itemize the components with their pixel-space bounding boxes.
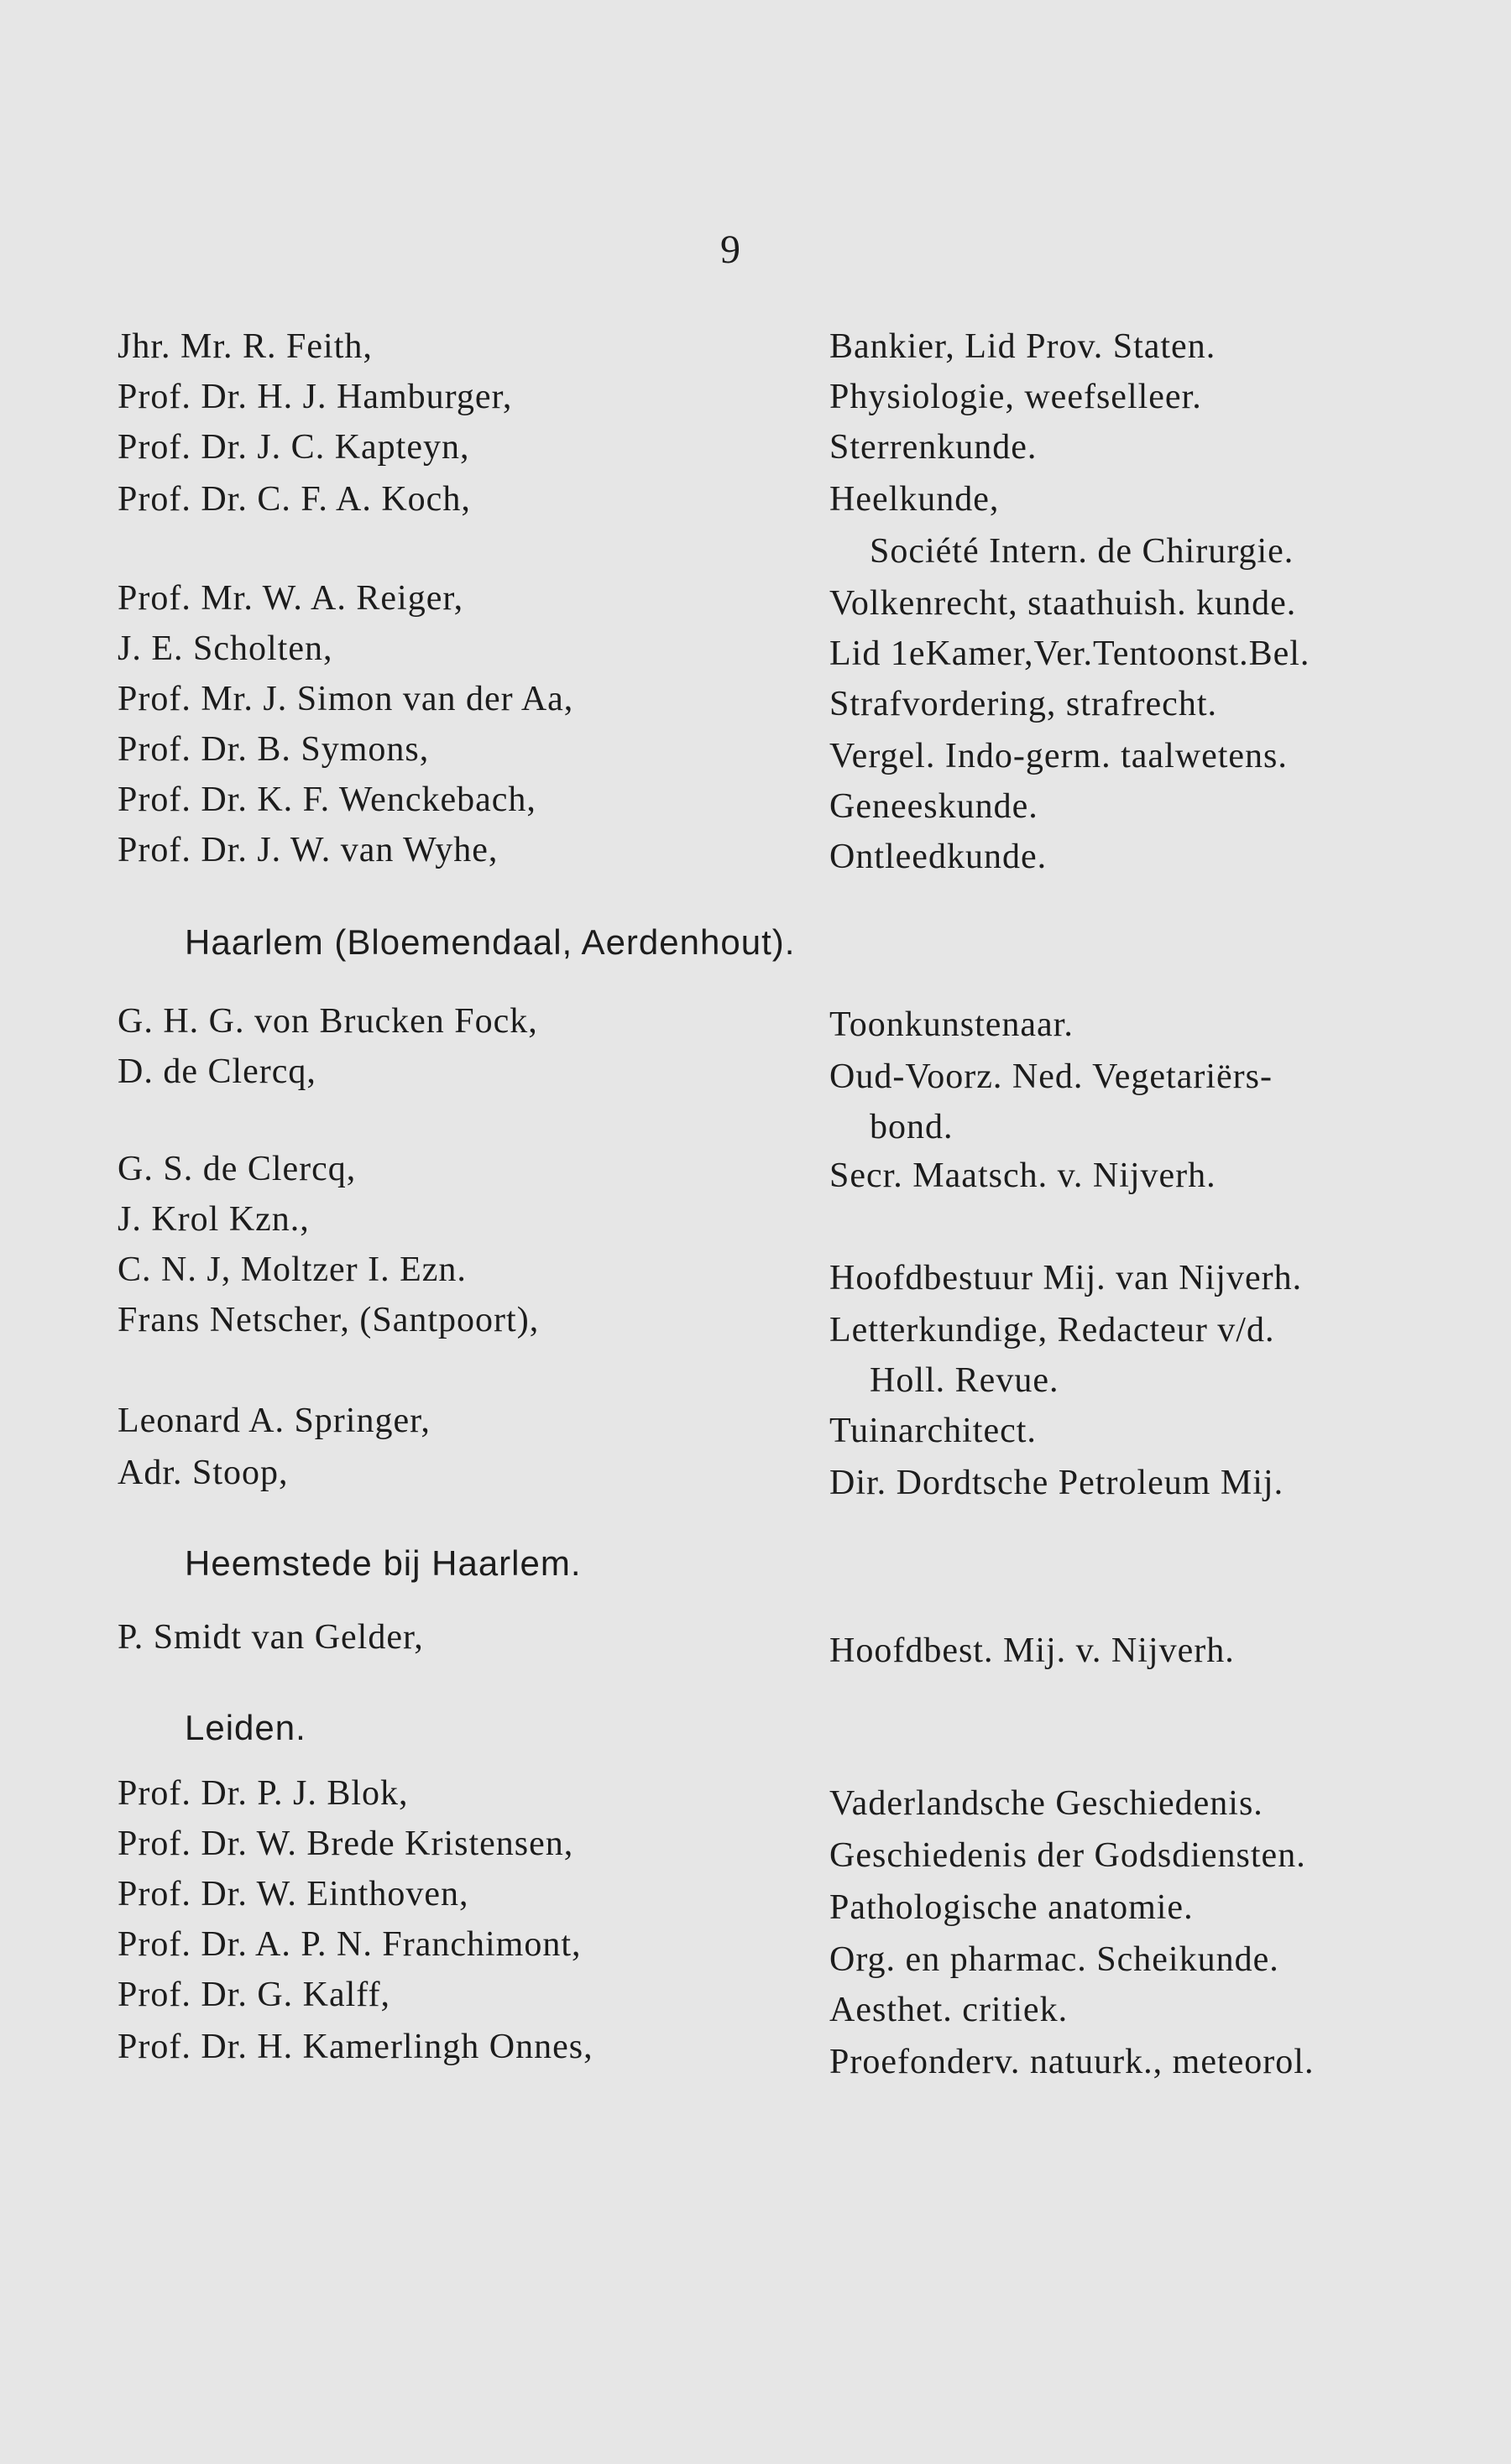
entry-name: J. E. Scholten, [118, 629, 333, 668]
entry-occupation: Vaderlandsche Geschiedenis. [829, 1784, 1263, 1823]
entry-name: Prof. Dr. G. Kalff, [118, 1976, 391, 2014]
entry-name: Frans Netscher, (Santpoort), [118, 1301, 540, 1339]
entry-occupation: Toonkunstenaar. [829, 1005, 1074, 1044]
entry-name: Prof. Dr. W. Brede Kristensen, [118, 1825, 574, 1863]
entry-name: Prof. Dr. B. Symons, [118, 730, 430, 769]
entry-name: D. de Clercq, [118, 1052, 316, 1091]
entry-occupation: Dir. Dordtsche Petroleum Mij. [829, 1464, 1284, 1502]
entry-name: Prof. Dr. A. P. N. Franchimont, [118, 1925, 582, 1964]
entry-occupation: Secr. Maatsch. v. Nijverh. [829, 1156, 1216, 1195]
entry-occupation: Org. en pharmac. Scheikunde. [829, 1940, 1279, 1979]
entry-name: Prof. Dr. J. W. van Wyhe, [118, 831, 499, 869]
entry-name: Prof. Dr. H. Kamerlingh Onnes, [118, 2028, 593, 2066]
entry-occupation: Hoofdbest. Mij. v. Nijverh. [829, 1631, 1235, 1670]
entry-occupation: Letterkundige, Redacteur v/d. [829, 1311, 1275, 1349]
entry-name: Prof. Dr. J. C. Kapteyn, [118, 428, 470, 467]
entry-occupation: Tuinarchitect. [829, 1412, 1037, 1450]
entry-occupation: Sterrenkunde. [829, 428, 1038, 467]
entry-occupation: Heelkunde, [829, 480, 1000, 519]
entry-name: Leonard A. Springer, [118, 1402, 431, 1440]
entry-name: Jhr. Mr. R. Feith, [118, 327, 373, 366]
entry-occupation: Strafvordering, strafrecht. [829, 685, 1217, 723]
entry-occupation: Physiologie, weefselleer. [829, 378, 1202, 416]
entry-name: G. S. de Clercq, [118, 1150, 357, 1188]
entry-name: J. Krol Kzn., [118, 1200, 310, 1239]
section-heading: Heemstede bij Haarlem. [185, 1543, 582, 1583]
entry-occupation: Bankier, Lid Prov. Staten. [829, 327, 1216, 366]
entry-occupation: Lid 1eKamer,Ver.Tentoonst.Bel. [829, 634, 1310, 673]
entry-occupation: Aesthet. critiek. [829, 1991, 1069, 2029]
entry-name: C. N. J, Moltzer I. Ezn. [118, 1250, 467, 1289]
entry-name: Prof. Dr. C. F. A. Koch, [118, 480, 471, 519]
entry-occupation: Proefonderv. natuurk., meteorol. [829, 2043, 1315, 2081]
entry-occupation-continued: Société Intern. de Chirurgie. [870, 532, 1294, 571]
entry-occupation-continued: Holl. Revue. [870, 1361, 1059, 1400]
entry-name: Prof. Dr. W. Einthoven, [118, 1875, 469, 1913]
section-heading: Leiden. [185, 1708, 306, 1747]
entry-occupation: Pathologische anatomie. [829, 1888, 1194, 1927]
entry-occupation: Ontleedkunde. [829, 838, 1048, 876]
entry-name: Prof. Dr. H. J. Hamburger, [118, 378, 513, 416]
entry-occupation: Geneeskunde. [829, 787, 1038, 826]
entry-name: G. H. G. von Brucken Fock, [118, 1002, 538, 1041]
entry-name: Prof. Mr. J. Simon van der Aa, [118, 680, 574, 718]
entry-name: Prof. Dr. P. J. Blok, [118, 1774, 409, 1813]
page-number: 9 [720, 227, 740, 272]
entry-occupation: Geschiedenis der Godsdiensten. [829, 1836, 1306, 1875]
entry-name: Prof. Dr. K. F. Wenckebach, [118, 780, 536, 819]
entry-name: Adr. Stoop, [118, 1454, 289, 1492]
entry-occupation: Vergel. Indo-germ. taalwetens. [829, 737, 1288, 775]
section-heading: Haarlem (Bloemendaal, Aerdenhout). [185, 922, 796, 962]
entry-occupation: Hoofdbestuur Mij. van Nijverh. [829, 1259, 1303, 1297]
entry-name: Prof. Mr. W. A. Reiger, [118, 579, 464, 618]
entry-name: P. Smidt van Gelder, [118, 1618, 424, 1657]
entry-occupation: Volkenrecht, staathuish. kunde. [829, 584, 1297, 623]
entry-occupation: Oud-Voorz. Ned. Vegetariërs- [829, 1057, 1273, 1096]
entry-occupation-continued: bond. [870, 1108, 954, 1146]
